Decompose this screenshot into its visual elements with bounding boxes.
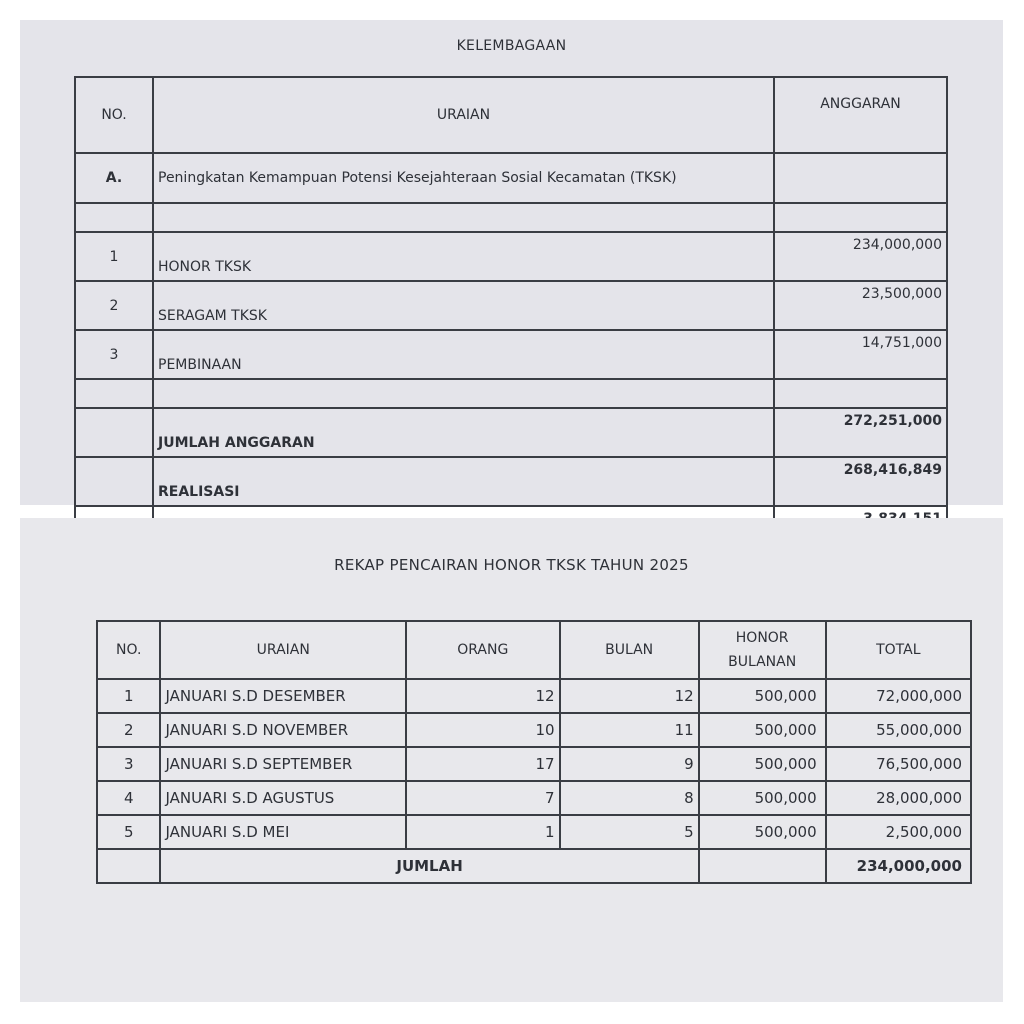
row-uraian: JANUARI S.D DESEMBER — [160, 679, 406, 713]
item-no: 2 — [75, 281, 153, 330]
row-no: 4 — [97, 781, 160, 815]
row-uraian: JANUARI S.D NOVEMBER — [160, 713, 406, 747]
row-no: 1 — [97, 679, 160, 713]
summary-row — [75, 408, 947, 457]
table-header-row — [75, 77, 947, 153]
rekap-title: REKAP PENCAIRAN HONOR TKSK TAHUN 2025 — [334, 556, 689, 574]
header-no: NO. — [75, 77, 153, 153]
kelembagaan-sheet — [20, 20, 1003, 505]
item-no: 1 — [75, 232, 153, 281]
section-uraian: Peningkatan Kemampuan Potensi Kesejahteraan Sosial Kecamatan (TKSK) — [153, 153, 774, 203]
header-anggaran: ANGGARAN — [774, 77, 947, 153]
row-honor: 500,000 — [699, 747, 826, 781]
summary-value: 272,251,000 — [774, 408, 947, 457]
table-row — [75, 232, 947, 281]
row-bulan: 11 — [560, 713, 699, 747]
section-row — [75, 153, 947, 203]
summary-label: JUMLAH ANGGARAN — [153, 408, 774, 457]
row-honor: 500,000 — [699, 713, 826, 747]
row-uraian: JANUARI S.D AGUSTUS — [160, 781, 406, 815]
jumlah-total: 234,000,000 — [826, 849, 971, 883]
item-uraian: PEMBINAAN — [153, 330, 774, 379]
header-bulan: BULAN — [560, 621, 699, 679]
anggaran-table — [74, 76, 948, 556]
summary-row — [75, 457, 947, 506]
section-anggaran — [774, 153, 947, 203]
header-honor-bulanan: HONOR BULANAN — [699, 621, 826, 679]
jumlah-row — [97, 849, 971, 883]
item-anggaran: 234,000,000 — [774, 232, 947, 281]
row-orang: 1 — [406, 815, 560, 849]
row-honor: 500,000 — [699, 781, 826, 815]
kelembagaan-title: KELEMBAGAAN — [456, 38, 567, 54]
item-anggaran: 23,500,000 — [774, 281, 947, 330]
item-uraian: SERAGAM TKSK — [153, 281, 774, 330]
row-no: 5 — [97, 815, 160, 849]
row-bulan: 5 — [560, 815, 699, 849]
row-orang: 7 — [406, 781, 560, 815]
header-total: TOTAL — [826, 621, 971, 679]
row-orang: 17 — [406, 747, 560, 781]
spacer-row — [75, 203, 947, 232]
row-bulan: 8 — [560, 781, 699, 815]
table-row — [75, 281, 947, 330]
row-uraian: JANUARI S.D SEPTEMBER — [160, 747, 406, 781]
row-honor: 500,000 — [699, 815, 826, 849]
header-uraian: URAIAN — [153, 77, 774, 153]
row-total: 76,500,000 — [826, 747, 971, 781]
row-bulan: 12 — [560, 679, 699, 713]
row-uraian: JANUARI S.D MEI — [160, 815, 406, 849]
table-row — [97, 747, 971, 781]
row-no: 3 — [97, 747, 160, 781]
header-orang: ORANG — [406, 621, 560, 679]
summary-label: REALISASI — [153, 457, 774, 506]
table-row — [97, 713, 971, 747]
row-honor: 500,000 — [699, 679, 826, 713]
row-orang: 12 — [406, 679, 560, 713]
rekap-sheet — [20, 518, 1003, 1002]
spacer-row — [75, 379, 947, 408]
row-total: 2,500,000 — [826, 815, 971, 849]
table-header-row — [97, 621, 971, 679]
item-uraian: HONOR TKSK — [153, 232, 774, 281]
item-anggaran: 14,751,000 — [774, 330, 947, 379]
row-total: 28,000,000 — [826, 781, 971, 815]
table-row — [97, 815, 971, 849]
header-no: NO. — [97, 621, 160, 679]
item-no: 3 — [75, 330, 153, 379]
honor-table — [96, 620, 972, 884]
table-row — [97, 679, 971, 713]
table-row — [97, 781, 971, 815]
header-uraian: URAIAN — [160, 621, 406, 679]
row-bulan: 9 — [560, 747, 699, 781]
table-row — [75, 330, 947, 379]
section-no: A. — [75, 153, 153, 203]
row-total: 55,000,000 — [826, 713, 971, 747]
summary-value: 268,416,849 — [774, 457, 947, 506]
jumlah-label: JUMLAH — [160, 849, 698, 883]
row-no: 2 — [97, 713, 160, 747]
row-orang: 10 — [406, 713, 560, 747]
row-total: 72,000,000 — [826, 679, 971, 713]
